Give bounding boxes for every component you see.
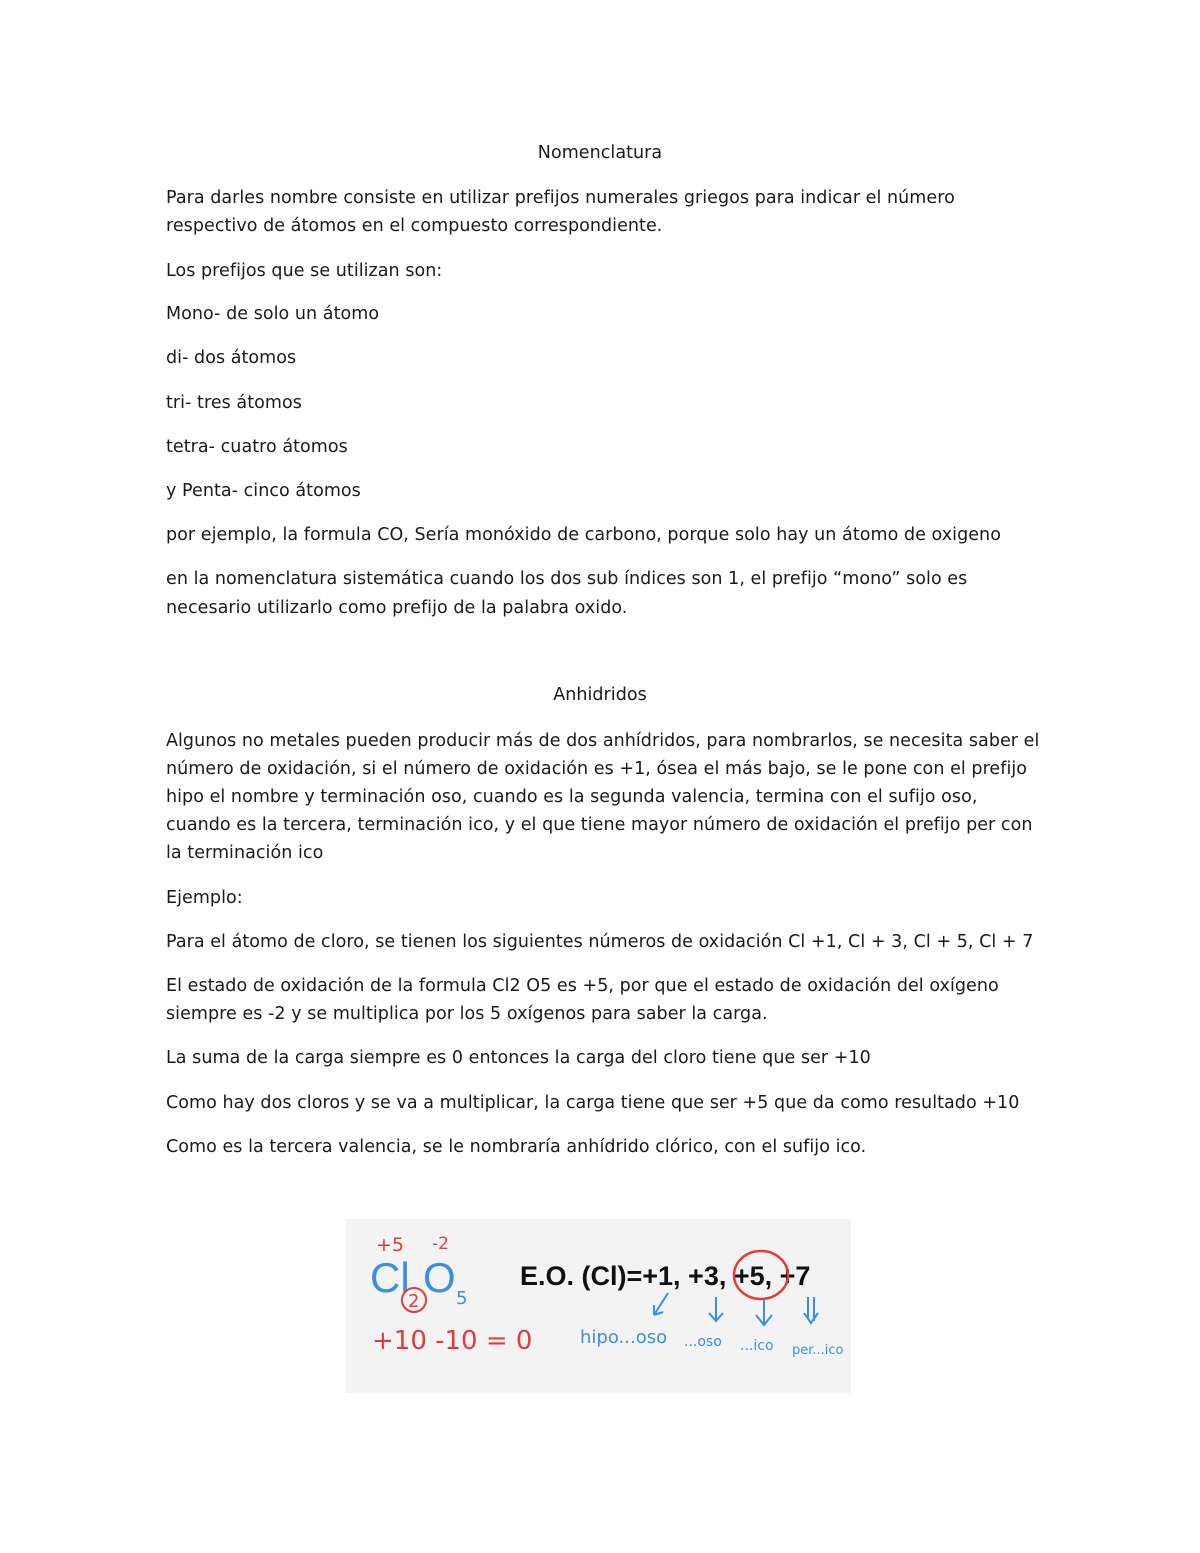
symbol-cl: Cl — [370, 1254, 410, 1301]
section-title-anhidridos: Anhidridos — [553, 685, 647, 705]
paragraph-line: Algunos no metales pueden producir más de dos anhídridos, para nombrarlos, se necesita saber el — [166, 731, 1040, 751]
chlorine-states-line: Para el átomo de cloro, se tienen los siguientes números de oxidación Cl +1, Cl + 3, Cl + 5, Cl + 7 — [166, 932, 1034, 952]
suffix-ico: ...ico — [740, 1338, 774, 1354]
paragraph-line: cuando es la tercera, terminación ico, y el que tiene mayor número de oxidación el prefijo per con — [166, 815, 1033, 835]
suffix-per-ico: per...ico — [792, 1343, 844, 1358]
symbol-o: O — [423, 1254, 456, 1301]
paragraph-line: número de oxidación, si el número de oxidación es +1, ósea el más bajo, se le pone con el prefijo — [166, 759, 1028, 779]
example-co: por ejemplo, la formula CO, Sería monóxido de carbono, porque solo hay un átomo de oxigeno — [166, 525, 1001, 545]
intro-line-2: respectivo de átomos en el compuesto correspondiente. — [166, 216, 663, 236]
paragraph-line: hipo el nombre y terminación oso, cuando es la segunda valencia, termina con el sufijo oso, — [166, 787, 978, 807]
conclusion-line: Como es la tercera valencia, se le nombraría anhídrido clórico, con el sufijo ico. — [166, 1137, 867, 1157]
subscript-cl: 2 — [408, 1291, 420, 1312]
figure-svg — [346, 1219, 851, 1393]
eo-label: E.O. (Cl)=+1, +3, +5, +7 — [520, 1261, 811, 1291]
charge-o-label: -2 — [432, 1234, 449, 1254]
oxidation-state-line-2: siempre es -2 y se multiplica por los 5 oxígenos para saber la carga. — [166, 1004, 768, 1024]
prefix-item-tri: tri- tres átomos — [166, 393, 302, 413]
oxidation-state-line-1: El estado de oxidación de la formula Cl2 O5 es +5, por que el estado de oxidación del oxígeno — [166, 976, 999, 996]
arrow-icon — [804, 1297, 818, 1323]
charge-sum-line: La suma de la carga siempre es 0 entonces la carga del cloro tiene que ser +10 — [166, 1048, 871, 1068]
suffix-oso: ...oso — [684, 1334, 722, 1350]
multiply-line: Como hay dos cloros y se va a multiplicar, la carga tiene que ser +5 que da como resultado +10 — [166, 1093, 1020, 1113]
paragraph-line: la terminación ico — [166, 843, 324, 863]
prefix-item-mono: Mono- de solo un átomo — [166, 304, 380, 324]
prefix-item-tetra: tetra- cuatro átomos — [166, 437, 348, 457]
example-label: Ejemplo: — [166, 888, 243, 908]
suffix-hipo-oso: hipo...oso — [580, 1327, 668, 1348]
prefixes-heading: Los prefijos que se utilizan son: — [166, 261, 443, 281]
subscript-o: 5 — [456, 1288, 468, 1309]
arrow-icon — [654, 1293, 668, 1315]
note-line-2: necesario utilizarlo como prefijo de la palabra oxido. — [166, 598, 628, 618]
note-line-1: en la nomenclatura sistemática cuando los dos sub índices son 1, el prefijo “mono” solo es — [166, 569, 968, 589]
intro-line-1: Para darles nombre consiste en utilizar prefijos numerales griegos para indicar el número — [166, 188, 955, 208]
prefix-item-penta: y Penta- cinco átomos — [166, 481, 361, 501]
sum-equation: +10 -10 = 0 — [372, 1326, 533, 1356]
arrow-icon — [756, 1299, 772, 1325]
arrow-icon — [709, 1297, 723, 1321]
chlorine-oxide-figure — [346, 1219, 851, 1393]
section-title-nomenclatura: Nomenclatura — [537, 143, 663, 163]
charge-cl-label: +5 — [376, 1234, 405, 1256]
prefix-item-di: di- dos átomos — [166, 348, 297, 368]
